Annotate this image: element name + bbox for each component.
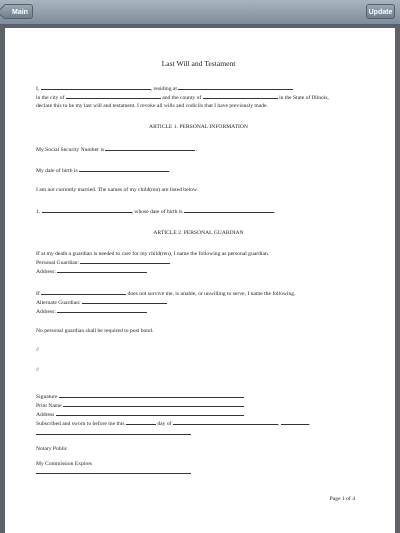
article-2-heading: ARTICLE 2. PERSONAL GUARDIAN xyxy=(153,229,244,236)
signature-label: Signature xyxy=(36,393,58,400)
if-label: If xyxy=(36,290,40,297)
print-name-line xyxy=(36,401,361,410)
spacer xyxy=(36,195,361,207)
if-blank[interactable] xyxy=(41,289,126,295)
address-blank[interactable] xyxy=(56,410,244,416)
ssn-blank[interactable] xyxy=(105,145,195,151)
guardian-intro: If at my death a guardian is needed to care for my child(ren), I name the following as personal guardian. xyxy=(36,251,270,258)
notary-label: Notary Public xyxy=(36,445,68,452)
alternate-intro-line xyxy=(36,289,361,298)
intro-i: I, xyxy=(36,86,40,93)
alternate-address-label: Address: xyxy=(36,309,56,316)
intro-city: in the city of xyxy=(36,95,65,102)
article-1-heading: ARTICLE 1. PERSONAL INFORMATION xyxy=(149,123,248,130)
signature-line xyxy=(36,392,361,401)
alternate-address-blank[interactable] xyxy=(57,307,147,313)
guardian-line xyxy=(36,258,361,267)
document-title: Last Will and Testament xyxy=(161,59,236,68)
not-survive-label: does not survive me, is unable, or unwilling to serve, I name the following. xyxy=(127,290,296,297)
section-mark-2: // xyxy=(36,366,40,373)
print-name-label: Print Name xyxy=(36,403,62,410)
spacer xyxy=(36,175,361,187)
intro-line-1 xyxy=(36,84,361,93)
city-blank[interactable] xyxy=(66,93,161,99)
spacer xyxy=(36,277,361,289)
subscribed-line: Subscribed and sworn to before me this day of , . xyxy=(36,421,311,428)
alternate-line xyxy=(36,298,361,307)
address-label: Address xyxy=(36,412,55,419)
navigation-bar xyxy=(0,0,400,25)
dob-label: My date of birth is xyxy=(36,168,78,175)
married-line: I am not currently married. The names of my child(ren) are listed below. xyxy=(36,187,199,194)
main-back-label: Main xyxy=(12,9,28,16)
month-blank[interactable] xyxy=(173,419,278,425)
update-button[interactable]: Update xyxy=(366,4,395,19)
day-blank[interactable] xyxy=(126,419,156,425)
spacer xyxy=(36,154,361,166)
county-blank[interactable] xyxy=(203,93,278,99)
bond-line: No personal guardian shall be required to post bond. xyxy=(36,328,154,335)
main-back-button[interactable] xyxy=(3,4,33,19)
child-line: 1. , whose date of birth is . xyxy=(36,208,276,215)
intro-line-2 xyxy=(36,93,361,102)
notary-sign-line xyxy=(36,429,361,438)
document-page[interactable] xyxy=(5,28,395,533)
commission-label: My Commission Expires xyxy=(36,461,92,468)
signature-blank[interactable] xyxy=(59,392,244,398)
name-blank[interactable] xyxy=(41,84,151,90)
ssn-label: My Social Security Number is xyxy=(36,147,105,154)
dob-line: My date of birth is . xyxy=(36,168,171,175)
document-body xyxy=(36,60,361,477)
child-dob-label: , whose date of birth is xyxy=(131,208,183,215)
child-dob-blank[interactable] xyxy=(184,207,274,213)
alternate-blank[interactable] xyxy=(82,298,167,304)
dob-blank[interactable] xyxy=(79,166,169,172)
spacer xyxy=(36,355,361,367)
residence-blank[interactable] xyxy=(178,84,293,90)
guardian-address-blank[interactable] xyxy=(57,267,147,273)
day-of-label: day of xyxy=(157,421,172,428)
intro-line-3: declare this to be my last will and testament. I revoke all wills and codicils that I have previously made. xyxy=(36,102,268,109)
intro-county: and the county of xyxy=(162,95,202,102)
alternate-address-line xyxy=(36,307,361,316)
spacer xyxy=(36,374,361,392)
spacer xyxy=(36,316,361,328)
notary-signature-blank[interactable] xyxy=(36,429,191,435)
child-name-blank[interactable] xyxy=(42,207,132,213)
commission-line xyxy=(36,468,361,477)
child-number: 1. xyxy=(36,208,41,215)
ssn-line: My Social Security Number is . xyxy=(36,147,197,154)
spacer xyxy=(36,438,361,446)
intro-state: in the State of Illinois, xyxy=(279,95,329,102)
subscribed-label: Subscribed and sworn to before me this xyxy=(36,421,125,428)
alternate-label: Alternate Guardian: xyxy=(36,299,81,306)
commission-blank[interactable] xyxy=(36,468,191,474)
guardian-label: Personal Guardian: xyxy=(36,260,80,267)
intro-residing: , residing at xyxy=(150,86,177,93)
guardian-blank[interactable] xyxy=(80,258,170,264)
page-number: Page 1 of 4 xyxy=(329,496,355,502)
print-name-blank[interactable] xyxy=(63,401,244,407)
spacer xyxy=(36,453,361,461)
guardian-address-label: Address: xyxy=(36,269,56,276)
address-line xyxy=(36,410,361,419)
guardian-address-line xyxy=(36,267,361,276)
section-mark-1: // xyxy=(36,347,40,354)
spacer xyxy=(36,335,361,347)
year-blank[interactable] xyxy=(281,419,309,425)
